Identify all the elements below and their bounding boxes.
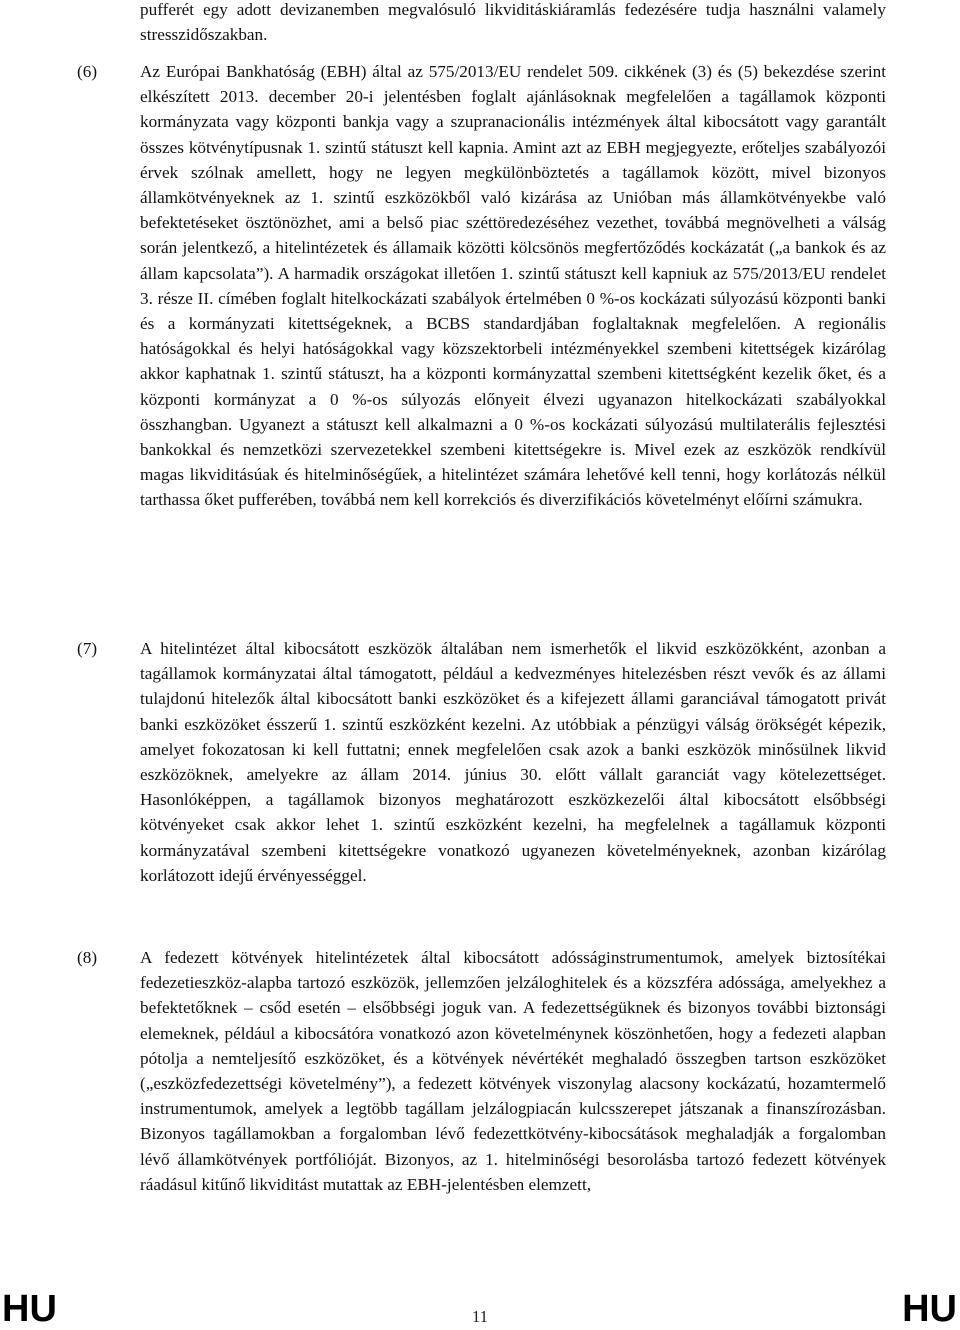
paragraph-6-text: Az Európai Bankhatóság (EBH) által az 575/2013/EU rendelet 509. cikkének (3) és (5) bekezdése szerint elkészített 2013. december 20-i jelentésben foglalt ajánlásoknak megfelelően a tagállamok központi kormányzata vagy központi bankja vagy a szupranacionális intézmények által kibocsátott vagy garantált összes kötvénytípusnak 1. szintű státuszt kell kapnia. Amint azt az EBH megjegyezte, erőteljes szabályozói érvek szólnak amellett, hogy ne legyen megkülönböztetés a tagállamok között, mivel bizonyos államkötvényeknek az 1. szintű eszközökből való kizárása az Unióban más államkötvényekbe való befektetéseket ösztönözhet, ami a belső piac széttöredezéséhez vezethet, továbbá megnövelheti a válság során jelentkező, a hitelintézetek és államaik közötti kölcsönös megfertőződés kockázatát („a bankok és az állam kapcsolata”). A harmadik országokat illetően 1. szintű státuszt kell kapniuk az 575/2013/EU rendelet 3. része II. címében foglalt hitelkockázati szabályok értelmében 0 %-os kockázati súlyozású központi banki és a kormányzati kitettségeknek, a BCBS standardjában foglaltaknak megfelelően. A regionális hatóságokkal és helyi hatóságokkal vagy közszektorbeli intézményekkel szembeni kitettségek kizárólag akkor kaphatnak 1. szintű státuszt, ha a központi kormányzattal szembeni kitettségként kezelik őket, és a központi kormányzat a 0 %-os súlyozás előnyeit élvezi ugyanazon hitelkockázati szabályokkal összhangban. Ugyanezt a státuszt kell alkalmazni a 0 %-os kockázati súlyozású multilaterális fejlesztési bankokkal és nemzetközi szervezetekkel szembeni kitettségekre is. Mivel ezek az eszközök rendkívül magas likviditásúak és hitelminőségűek, a hitelintézet számára lehetővé kell tenni, hogy korlátozás nélkül tarthassa őket pufferében, továbbá nem kell korrekciós és diverzifikációs követelményt előírni számukra. — [140, 62, 886, 510]
footer-language-left: HU — [2, 1288, 57, 1330]
page-number: 11 — [471, 1307, 489, 1326]
paragraph-8-text: A fedezett kötvények hitelintézetek által kibocsátott adósságinstrumentumok, amelyek biztosítékai fedezetieszköz-alapba tartozó eszközök, jellemzően jelzáloghitelek és a közszféra adóssága, amelyekhez a befektetőknek – csőd esetén – elsőbbségi joguk van. A fedezettségüknek és bizonyos további biztonsági elemeknek, például a kibocsátóra vonatkozó azon követelménynek köszönhetően, hogy a fedezeti alapban pótolja a nemteljesítő eszközöket, és a kötvények névértékét meghaladó összegben tartson eszközöket („eszközfedezettségi követelmény”), a fedezett kötvények viszonylag alacsony kockázatú, hozamtermelő instrumentumok, amelyek a legtöbb tagállam jelzálogpiacán kulcsszerepet játszanak a finanszírozásban. Bizonyos tagállamokban a forgalomban lévő fedezettkötvény-kibocsátások meghaladják a forgalomban lévő államkötvények portfólióját. Bizonyos, az 1. hitelminőségi besorolásba tartozó fedezett kötvények ráadásul kitűnő likviditást mutattak az EBH-jelentésben elemzett, — [140, 948, 886, 1194]
paragraph-continuation: pufferét egy adott devizanemben megvalósuló likviditáskiáramlás fedezésére tudja használni valamely stresszidőszakban. — [140, 0, 886, 45]
paragraph-number-7: (7) — [77, 639, 98, 658]
paragraph-number-6: (6) — [77, 62, 98, 81]
paragraph-7-text: A hitelintézet által kibocsátott eszközök általában nem ismerhetők el likvid eszközökként, azonban a tagállamok kormányzatai által támogatott, például a kedvezményes hitelezésben részt vevők és az állami tulajdonú hitelezők által kibocsátott banki eszközöket és a kifejezett állami garanciával támogatott privát banki eszközöket ésszerű 1. szintű eszközként kezelni. Az utóbbiak a pénzügyi válság örökségét képezik, amelyet fokozatosan ki kell futtatni; ennek megfelelően csak azok a banki eszközök minősülnek likvid eszközöknek, amelyekre az állam 2014. június 30. előtt vállalt garanciát vagy kötelezettséget. Hasonlóképpen, a tagállamok bizonyos meghatározott eszközkezelői által kibocsátott elsőbbségi kötvényeket csak akkor lehet 1. szintű eszközként kezelni, ha megfelelnek a tagállamuk központi kormányzatával szembeni kitettségekre vonatkozó ugyanezen követelményeknek, azonban kizárólag korlátozott idejű érvényességgel. — [140, 639, 886, 885]
paragraph-number-8: (8) — [77, 948, 98, 967]
footer-language-right: HU — [902, 1288, 957, 1330]
